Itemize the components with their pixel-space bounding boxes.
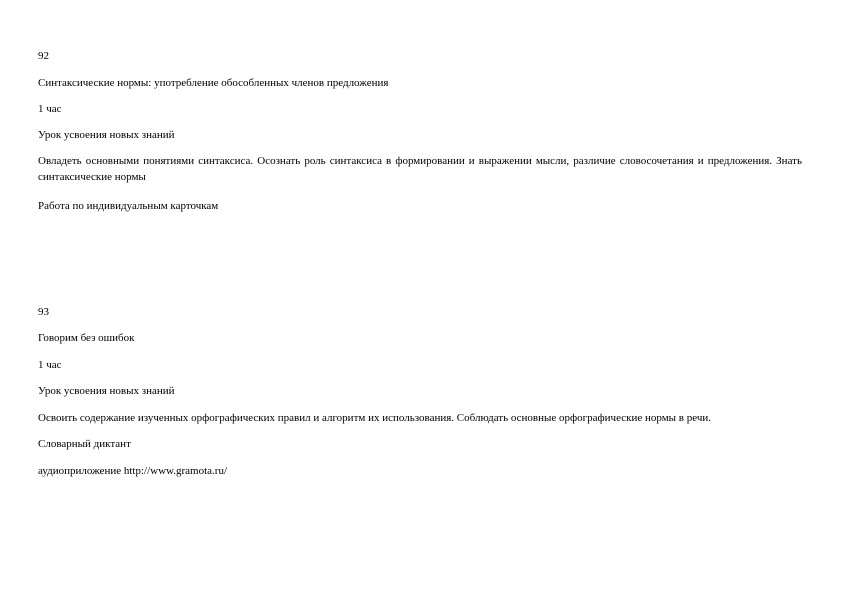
lesson-type: Урок усвоения новых знаний — [38, 129, 175, 141]
lesson-resource-link[interactable]: аудиоприложение http://www.gramota.ru/ — [38, 465, 228, 477]
lesson-goals: Освоить содержание изученных орфографических правил и алгоритм их использования. Соблюдать основные орфографические нормы в речи. — [38, 412, 712, 424]
lesson-hours: 1 час — [38, 359, 62, 371]
lesson-number: 92 — [38, 50, 49, 62]
lesson-control: Словарный диктант — [38, 438, 131, 450]
lesson-goals: Овладеть основными понятиями синтаксиса. Осознать роль синтаксиса в формировании и выражении мысли, различие словосочетания и предложения. Знать синтаксические нормы — [38, 155, 802, 183]
lesson-hours: 1 час — [38, 103, 62, 115]
lesson-type: Урок усвоения новых знаний — [38, 385, 175, 397]
lesson-control: Работа по индивидуальным карточкам — [38, 200, 219, 212]
lesson-topic: Говорим без ошибок — [38, 332, 135, 344]
lesson-number: 93 — [38, 306, 49, 318]
lesson-topic: Синтаксические нормы: употребление обособленных членов предложения — [38, 77, 389, 89]
